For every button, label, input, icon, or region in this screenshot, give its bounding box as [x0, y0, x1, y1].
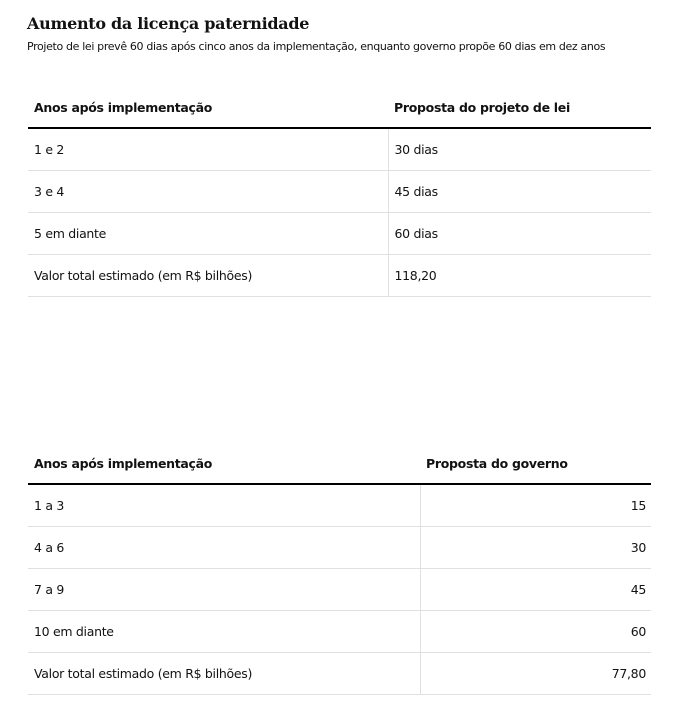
- table-cell: 45 dias: [388, 171, 651, 213]
- table-row-total: [28, 653, 651, 695]
- page-subtitle: Projeto de lei prevê 60 dias após cinco anos da implementação, enquanto governo propõe 60 dias em dez anos: [27, 40, 606, 53]
- table-cell: 30 dias: [388, 128, 651, 171]
- table-cell: 77,80: [420, 653, 651, 695]
- table-cell: 10 em diante: [28, 611, 420, 653]
- table-row: [28, 527, 651, 569]
- column-header: Anos após implementação: [28, 87, 388, 128]
- table-cell: Valor total estimado (em R$ bilhões): [28, 653, 420, 695]
- table-cell: Valor total estimado (em R$ bilhões): [28, 255, 388, 297]
- column-header: Proposta do governo: [420, 443, 651, 484]
- table-cell: 1 e 2: [28, 128, 388, 171]
- table-row: [28, 569, 651, 611]
- table-row: [28, 171, 651, 213]
- table-cell: 118,20: [388, 255, 651, 297]
- table-row: [28, 128, 651, 171]
- page-title: Aumento da licença paternidade: [27, 14, 310, 33]
- table-cell: 45: [420, 569, 651, 611]
- table-header-row: [28, 443, 651, 484]
- table-cell: 60: [420, 611, 651, 653]
- table-cell: 60 dias: [388, 213, 651, 255]
- table-row: [28, 611, 651, 653]
- table-cell: 1 a 3: [28, 484, 420, 527]
- table-row-total: [28, 255, 651, 297]
- table-cell: 3 e 4: [28, 171, 388, 213]
- table-cell: 4 a 6: [28, 527, 420, 569]
- table-header-row: [28, 87, 651, 128]
- table-cell: 15: [420, 484, 651, 527]
- table-cell: 7 a 9: [28, 569, 420, 611]
- table-row: [28, 484, 651, 527]
- column-header: Proposta do projeto de lei: [388, 87, 651, 128]
- table-cell: 5 em diante: [28, 213, 388, 255]
- table-proposta-governo: [28, 443, 651, 695]
- table-cell: 30: [420, 527, 651, 569]
- column-header: Anos após implementação: [28, 443, 420, 484]
- table-projeto-de-lei: [28, 87, 651, 297]
- table-row: [28, 213, 651, 255]
